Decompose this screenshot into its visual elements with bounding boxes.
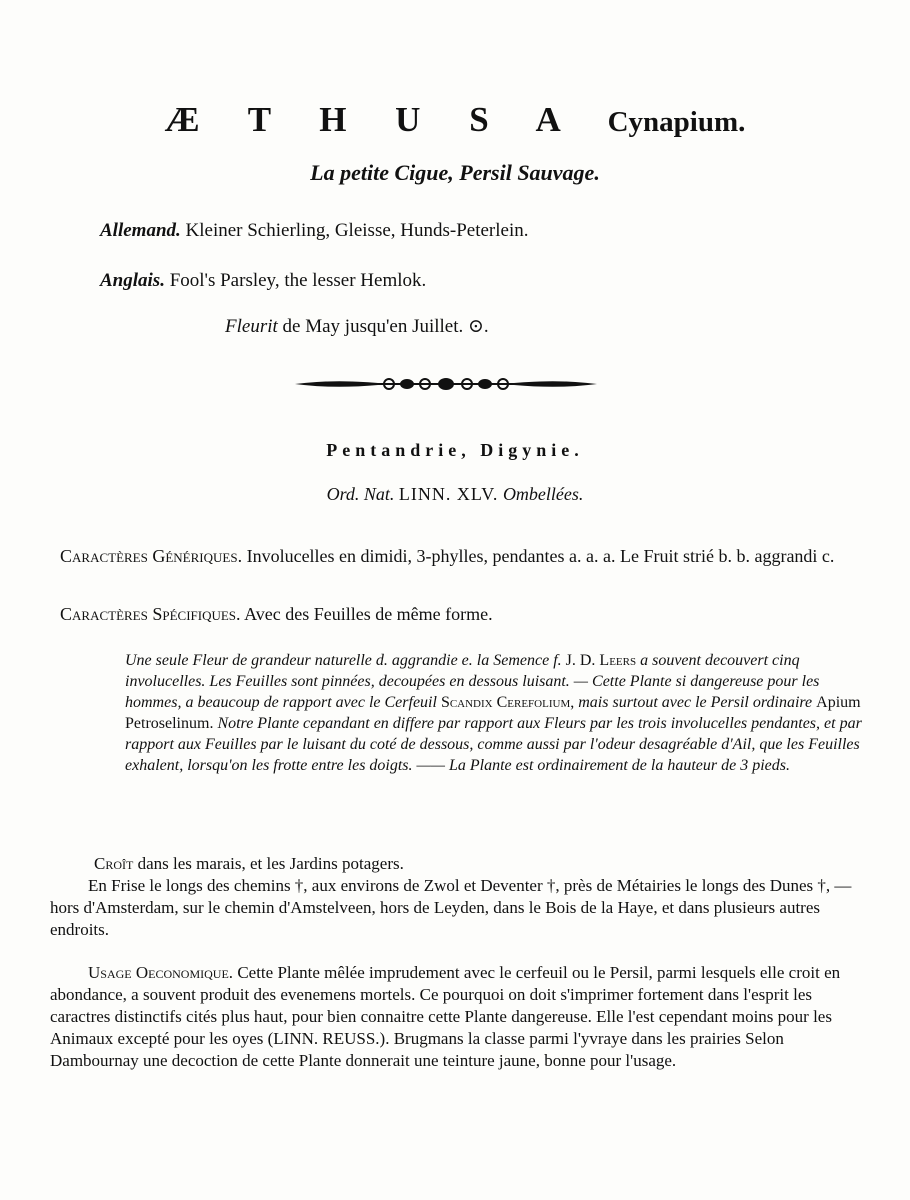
flowering-text: de May jusqu'en Juillet. <box>282 316 464 337</box>
order-family: Ombellées. <box>502 484 584 504</box>
language-names: Fool's Parsley, the lesser Hemlok. <box>169 270 427 291</box>
usage-label: Usage Oeconomique. <box>88 963 234 982</box>
plant-title <box>0 100 910 140</box>
species-name: Cynapium. <box>607 106 746 138</box>
description-text: a souvent decouvert cinq involucelles. Les Feuilles sont pinnées, decoupées en dessous luisant. — Cette Plante si dangereuse pour les hommes, a beaucoup de rapport avec le Cerfeuil <box>125 652 820 711</box>
plant-description <box>125 650 865 776</box>
generic-label: Caractères Génériques. <box>60 546 243 566</box>
author-name: J. D. Leers <box>565 652 637 669</box>
ornament-divider-icon <box>293 372 599 396</box>
natural-order <box>0 484 910 505</box>
language-english <box>100 270 426 292</box>
specific-text: Avec des Feuilles de même forme. <box>244 604 493 624</box>
species-reference: Apium Petroselinum. <box>125 694 861 732</box>
generic-text: Involucelles en dimidi, 3-phylles, pendantes a. a. a. Le Fruit strié b. b. aggrandi c. <box>246 546 835 566</box>
language-german <box>100 220 529 242</box>
description-text: mais surtout avec le Persil ordinaire <box>578 694 813 711</box>
order-linn: LINN. XLV. <box>398 484 499 504</box>
description-text: Notre Plante cepandant en differe par rapport aux Fleurs par les trois involucelles pendantes, et par rapport aux Feuilles par le luisant du coté de dessous, comme aussi par l'odeur desagréable d'Ail, que les Feuilles exhalent, lorsqu'on les frotte entre les doigts. —— La Plante est ordinairement de la hauteur de 3 pieds. <box>125 715 862 774</box>
annual-symbol: ⊙. <box>468 316 489 337</box>
generic-characters <box>60 545 860 568</box>
genus-name: Æ T H U S A <box>164 100 579 139</box>
specific-characters <box>60 603 860 626</box>
habitat-label: Croît <box>94 854 134 873</box>
linnaean-class: Pentandrie, Digynie. <box>326 440 584 460</box>
habitat-text: dans les marais, et les Jardins potagers. <box>137 854 404 873</box>
description-text: Une seule Fleur de grandeur naturelle d. aggrandie e. la Semence f. <box>125 652 562 669</box>
species-reference: Scandix Cerefolium, <box>440 694 575 711</box>
habitat-section <box>50 853 865 941</box>
flowering-label: Fleurit <box>225 316 278 337</box>
usage-section <box>50 962 865 1072</box>
usage-text: Cette Plante mêlée imprudement avec le cerfeuil ou le Persil, parmi lesquels elle croit en abondance, a souvent produit des evenemens mortels. Ce pourquoi on doit s'imprimer fortement dans l'esprit les caractres distinctifs cités plus haut, pour bien connaitre cette Plante dangereuse. Elle l'est cependant moins pour les Animaux excepté pour les oyes (LINN. REUSS.). Brugmans la classe parmi l'yvraye dans les prairies Selon Dambournay une decoction de cette Plante donnerait une teinture jaune, bonne pour l'usage. <box>50 963 841 1070</box>
specific-label: Caractères Spécifiques. <box>60 604 241 624</box>
common-name: La petite Cigue, Persil Sauvage. <box>310 160 600 185</box>
flowering-period <box>225 315 489 338</box>
language-label: Anglais. <box>100 270 165 291</box>
language-names: Kleiner Schierling, Gleisse, Hunds-Peterlein. <box>185 220 529 241</box>
habitat-locations: En Frise le longs des chemins †, aux environs de Zwol et Deventer †, près de Métairies le longs des Dunes †, — hors d'Amsterdam, sur le chemin d'Amstelveen, hors de Leyden, dans le Bois de la Haye, et dans plusieurs autres endroits. <box>50 876 852 939</box>
order-prefix: Ord. Nat. <box>326 484 395 504</box>
language-label: Allemand. <box>100 220 181 241</box>
